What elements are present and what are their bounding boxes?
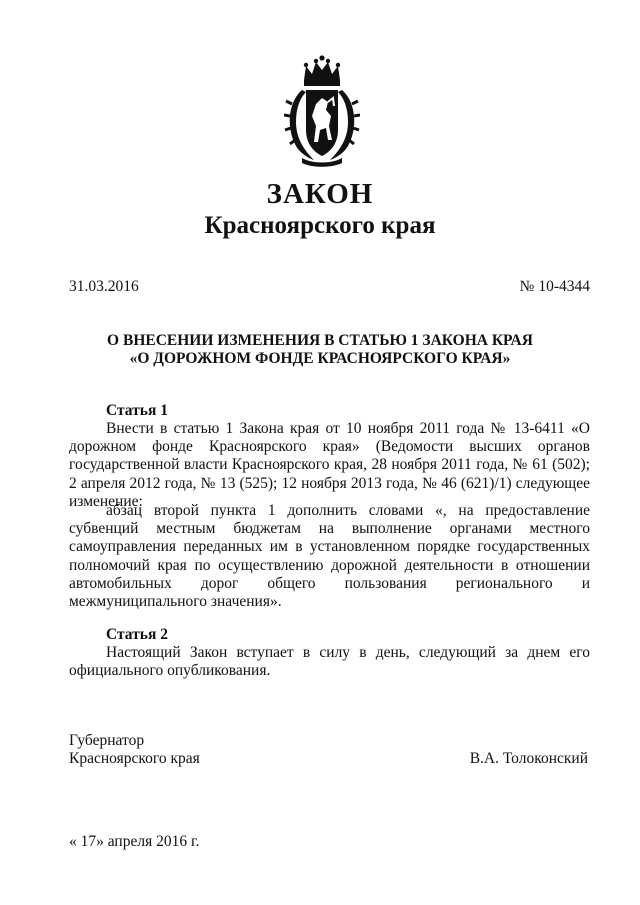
article-2-title: Статья 2 — [106, 626, 168, 643]
document-number: № 10-4344 — [519, 278, 590, 295]
article-2-paragraph: Настоящий Закон вступает в силу в день, следующий за днем его официального опубликования. — [69, 644, 590, 680]
law-heading-line-1: О ВНЕСЕНИИ ИЗМЕНЕНИЯ В СТАТЬЮ 1 ЗАКОНА КРАЯ — [107, 332, 533, 349]
signed-date: « 17» апреля 2016 г. — [69, 833, 200, 850]
article-1-paragraph-1: Внести в статью 1 Закона края от 10 ноября 2011 года № 13-6411 «О дорожном фонде Красноярского края» (Ведомости высших органов государственной власти Красноярского края, 28 ноября 2011 года, № 61 (502); 2 апреля 2012 года, № 13 (525); 12 ноября 2013 года, № 46 (621)/1) следующее изменение: — [69, 420, 590, 510]
article-1-paragraph-2: абзац второй пункта 1 дополнить словами «, на предоставление субвенций местным бюджетам на выполнение органами местного самоуправления переданных им в установленном порядке государственных полномочий края по осуществлению дорожной деятельности в отношении автомобильных дорог общего пользования регионального и межмуниципального значения». — [69, 502, 590, 611]
law-heading-line-2: «О ДОРОЖНОМ ФОНДЕ КРАСНОЯРСКОГО КРАЯ» — [129, 350, 511, 367]
signatory-position-line-1: Губернатор — [69, 732, 145, 749]
document-subtitle: Красноярского края — [204, 212, 436, 239]
document-date: 31.03.2016 — [69, 278, 139, 295]
article-1-title: Статья 1 — [106, 402, 168, 419]
signatory-name: В.А. Толоконский — [469, 750, 588, 767]
signatory-position-line-2: Красноярского края — [69, 750, 200, 767]
krasnoyarsk-coat-of-arms-icon — [284, 54, 360, 168]
document-title: ЗАКОН — [266, 178, 374, 210]
